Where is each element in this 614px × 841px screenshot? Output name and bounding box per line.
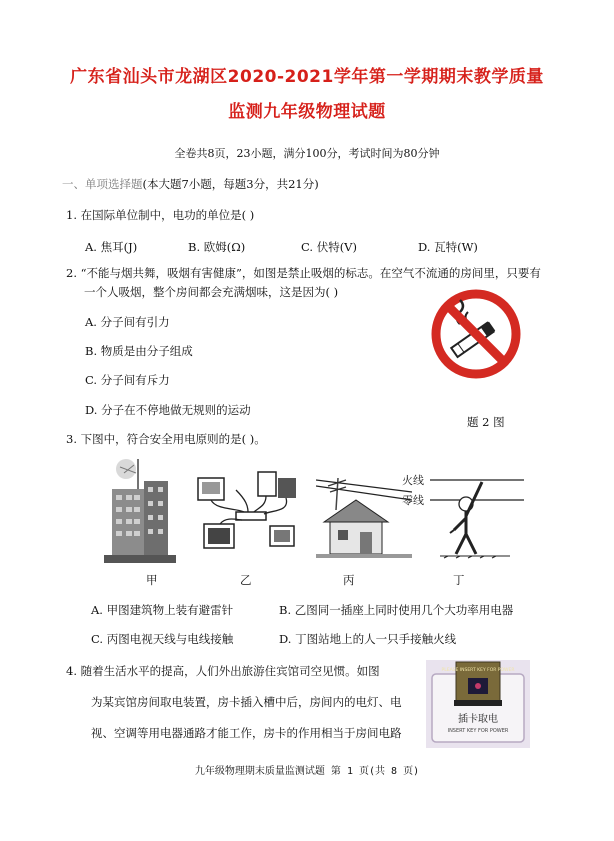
- section-prefix: 一、单项选择题: [62, 177, 143, 191]
- device-label: 插卡取电: [458, 714, 498, 725]
- figure-label-ding: 丁: [453, 573, 465, 587]
- question-1-option-c: C. 伏特(V): [301, 240, 357, 254]
- neutral-wire-label: 零线: [402, 494, 424, 507]
- question-3-option-b: B. 乙图同一插座上同时使用几个大功率用电器: [279, 603, 514, 617]
- question-1-stem: 1. 在国际单位制中，电功的单位是( ): [66, 208, 255, 222]
- page-title-line1: 广东省汕头市龙湖区2020-2021学年第一学期期末教学质量: [70, 67, 544, 87]
- question-4-line2: 为某宾馆房间取电装置，房卡插入槽中后，房间内的电灯、电: [91, 695, 402, 709]
- antenna-near-wires-figure: [316, 470, 412, 560]
- section-rest: (本大题7小题，每题3分，共21分): [142, 177, 319, 191]
- person-touching-live-wire-figure: [400, 470, 524, 560]
- exam-info: 全卷共8页，23小题，满分100分，考试时间为80分钟: [174, 147, 440, 160]
- overloaded-socket-figure: [196, 470, 300, 558]
- question-3-option-d: D. 丁图站地上的人一只手接触火线: [279, 632, 457, 646]
- building-lightning-rod-figure: [100, 455, 180, 567]
- figure-label-jia: 甲: [146, 573, 158, 587]
- question-3-stem: 3. 下图中，符合安全用电原则的是( )。: [66, 432, 266, 446]
- device-sublabel: INSERT KEY FOR POWER: [447, 728, 509, 734]
- question-4-line3: 视、空调等用电器通路才能工作，房卡的作用相当于房间电路: [91, 726, 402, 740]
- question-2-stem-line2: 一个人吸烟，整个房间都会充满烟味，这是因为( ): [84, 285, 339, 299]
- page-footer: 九年级物理期末质量监测试题 第 1 页(共 8 页): [194, 766, 420, 777]
- question-3-option-c: C. 丙图电视天线与电线接触: [91, 632, 234, 646]
- question-2-option-c: C. 分子间有斥力: [85, 373, 170, 387]
- no-smoking-sign-icon: [430, 288, 522, 380]
- question-2-stem-line1: 2. “不能与烟共舞，吸烟有害健康”，如图是禁止吸烟的标志。在空气不流通的房间里，只要有: [66, 266, 541, 280]
- question-3-option-a: A. 甲图建筑物上装有避雷针: [91, 603, 234, 617]
- question-1-option-b: B. 欧姆(Ω): [188, 240, 246, 254]
- room-card-text: PLEASE INSERT KEY FOR POWER: [441, 668, 515, 673]
- section-heading: [62, 176, 319, 192]
- question-1-option-d: D. 瓦特(W): [418, 240, 478, 254]
- live-wire-label: 火线: [402, 474, 424, 487]
- question-2-figure-caption: 题 2 图: [467, 415, 505, 429]
- figure-label-bing: 丙: [343, 573, 355, 587]
- question-1-option-a: A. 焦耳(J): [85, 240, 138, 254]
- page-title-line2: 监测九年级物理试题: [228, 102, 386, 122]
- question-4-line1: 4. 随着生活水平的提高，人们外出旅游住宾馆司空见惯。如图: [66, 664, 380, 678]
- question-2-option-b: B. 物质是由分子组成: [85, 344, 193, 358]
- question-2-option-d: D. 分子在不停地做无规则的运动: [85, 403, 251, 417]
- card-power-switch-figure: [426, 660, 530, 748]
- figure-label-yi: 乙: [240, 573, 252, 587]
- question-2-option-a: A. 分子间有引力: [85, 315, 170, 329]
